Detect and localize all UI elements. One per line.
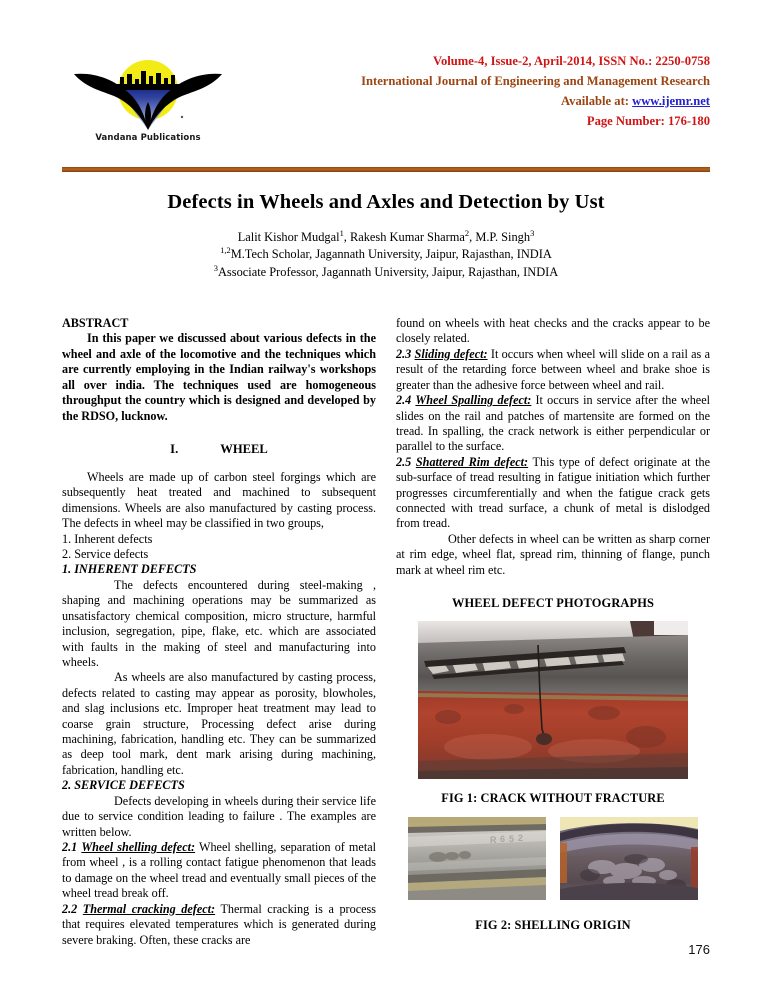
section-number: I.: [170, 441, 179, 456]
continuation-paragraph: found on wheels with heat checks and the cracks appear to be closely related.: [396, 316, 710, 346]
photographs-heading: WHEEL DEFECT PHOTOGRAPHS: [451, 596, 655, 611]
affiliation-1: [62, 246, 710, 264]
author-1-marker: 1: [339, 227, 344, 238]
svg-text:R: R: [490, 834, 497, 845]
service-defects-heading: 2. SERVICE DEFECTS: [62, 778, 185, 793]
left-column: [62, 316, 376, 948]
defect-2-1-number: 2.1: [62, 840, 78, 854]
figure-2-right-image: [560, 817, 698, 900]
other-defects-paragraph: Other defects in wheel can be written as sharp corner at rim edge, wheel flat, spread rim, thinning of flange, punch mark at wheel rim etc.: [396, 531, 710, 577]
affiliation-2-text: Associate Professor, Jagannath University, Jaipur, Rajasthan, INDIA: [217, 264, 559, 279]
footer-page-number: 176: [688, 942, 710, 957]
defect-2-5-label: Shattered Rim defect:: [415, 454, 529, 469]
journal-url-link[interactable]: www.ijemr.net: [632, 93, 710, 108]
svg-text:6: 6: [500, 833, 506, 844]
defect-2-5: [396, 455, 710, 532]
list-item: 2. Service defects: [62, 546, 149, 561]
defect-2-2-number: 2.2: [62, 901, 78, 916]
paper-title: Defects in Wheels and Axles and Detection by Ust: [167, 191, 605, 213]
author-3-marker: 3: [530, 227, 535, 238]
abstract-heading: ABSTRACT: [62, 316, 129, 330]
defect-2-2-label: Thermal cracking defect:: [82, 901, 216, 916]
defect-2-2: [62, 902, 376, 948]
available-at-label: Available at:: [560, 93, 633, 108]
abstract-body: In this paper we discussed about various defects in the wheel and axle of the locomotive and the techniques which are currently employing in the Indian railway's workshops all over india. The techniques used are homogeneous throughput the country which is designed and developed by the RDSO, lucknow.: [62, 331, 376, 423]
right-column: [396, 316, 710, 933]
defect-2-1-body: Wheel shelling, separation of metal from wheel , is a rolling contact fatigue phenomenon that leads to damage on the wheel tread and eventually small pieces of the wheel tread break off.: [62, 840, 376, 901]
defect-2-4-number: 2.4: [396, 393, 412, 408]
defect-2-4-label: Wheel Spalling defect:: [415, 393, 532, 408]
figure-2-caption: FIG 2: SHELLING ORIGIN: [475, 917, 631, 932]
defect-2-3-body: It occurs when wheel will slide on a rail as a result of the retarding force between wheel and brake shoe is greater than the adhesive force between wheel and rail.: [396, 346, 711, 392]
inherent-defects-paragraph-1: The defects encountered during steel-making , shaping and machining operations may be summarized as unsatisfactory chemical composition, micro structure, harmful inclusion, segregation, pipe, flake, etc. which are associated with faults in the making of steel and manufacturing into wheels.: [62, 577, 376, 669]
journal-name: International Journal of Engineering and Management Research: [361, 73, 710, 88]
volume-issue-line: Volume-4, Issue-2, April-2014, ISSN No.: 2250-0758: [433, 54, 710, 68]
author-list: [62, 229, 710, 247]
defect-2-5-body: This type of defect originate at the sub-surface of tread resulting in fatigue initiation which further progresses circumferentially and when the fatigue crack gets connected with tread surface, a chunk of metal is dislodged from tread.: [396, 454, 711, 531]
author-2-marker: 2: [464, 227, 470, 238]
figure-1-caption: FIG 1: CRACK WITHOUT FRACTURE: [441, 790, 665, 805]
publisher-name: Vandana Publications: [95, 133, 201, 143]
defect-2-4: [396, 393, 710, 455]
affiliation-1-text: M.Tech Scholar, Jagannath University, Jaipur, Rajasthan, INDIA: [230, 247, 552, 262]
figure-1-image: [418, 621, 688, 779]
defect-2-4-body: It occurs in service after the wheel slides on the rail and patches of martensite are formed on the tread. In spalling, the crack network is either perpendicular or parallel to the surface.: [396, 393, 710, 454]
section-heading-wheel: [62, 442, 376, 458]
defect-2-2-body: Thermal cracking is a process that requires elevated temperatures which is generated during severe braking. Often, these cracks are: [62, 901, 377, 947]
figure-2-image-pair: [408, 817, 698, 900]
service-defects-paragraph: Defects developing in wheels during their service life due to service condition leading to failure . The examples are written below.: [62, 793, 376, 839]
available-at-line: [280, 92, 710, 112]
defect-2-3-number: 2.3: [396, 346, 412, 361]
journal-header-lines: [280, 52, 710, 132]
svg-text:5: 5: [509, 833, 515, 844]
page-number-range: Page Number: 176-180: [586, 113, 710, 128]
author-1: Lalit Kishor Mudgal: [237, 229, 340, 244]
wheel-intro-paragraph: Wheels are made up of carbon steel forgings which are subsequently heat treated and machined to subsequent dimensions. Wheels are also manufactured by casting process. The defects in wheel may be classified in two groups,: [62, 469, 376, 531]
publisher-logo: [72, 56, 232, 158]
figure-2-left-image: [408, 817, 546, 900]
defect-2-3-label: Sliding defect:: [414, 346, 488, 361]
defect-2-1-label: Wheel shelling defect:: [81, 840, 196, 854]
list-item: 1. Inherent defects: [62, 531, 153, 546]
inherent-defects-paragraph-2: As wheels are also manufactured by casting process, defects related to casting may appear as porosity, blowholes, and slag inclusions etc. Improper heat treatment may lead to coarse grain structure, Processing defect arise during machining, fabrication, handling etc. They can be summarized as deep tool mark, dent mark arising during machining, fabrication, handling etc.: [62, 670, 376, 777]
affiliation-2: [62, 264, 710, 282]
inherent-defects-heading: 1. INHERENT DEFECTS: [62, 562, 197, 577]
vandana-bird-logo-icon: [72, 56, 224, 134]
author-3: , M.P. Singh: [469, 229, 531, 244]
title-block: [62, 190, 710, 281]
defect-2-5-number: 2.5: [396, 454, 412, 469]
masthead: [62, 52, 710, 162]
section-title: WHEEL: [220, 441, 268, 456]
defect-2-3: [396, 347, 710, 393]
author-2: , Rakesh Kumar Sharma: [343, 229, 465, 244]
affiliation-2-marker: 3: [213, 262, 218, 273]
svg-text:2: 2: [518, 832, 524, 843]
defect-2-1: [62, 840, 376, 902]
header-divider-rule: [62, 167, 710, 172]
affiliation-1-marker: 1,2: [220, 245, 231, 256]
